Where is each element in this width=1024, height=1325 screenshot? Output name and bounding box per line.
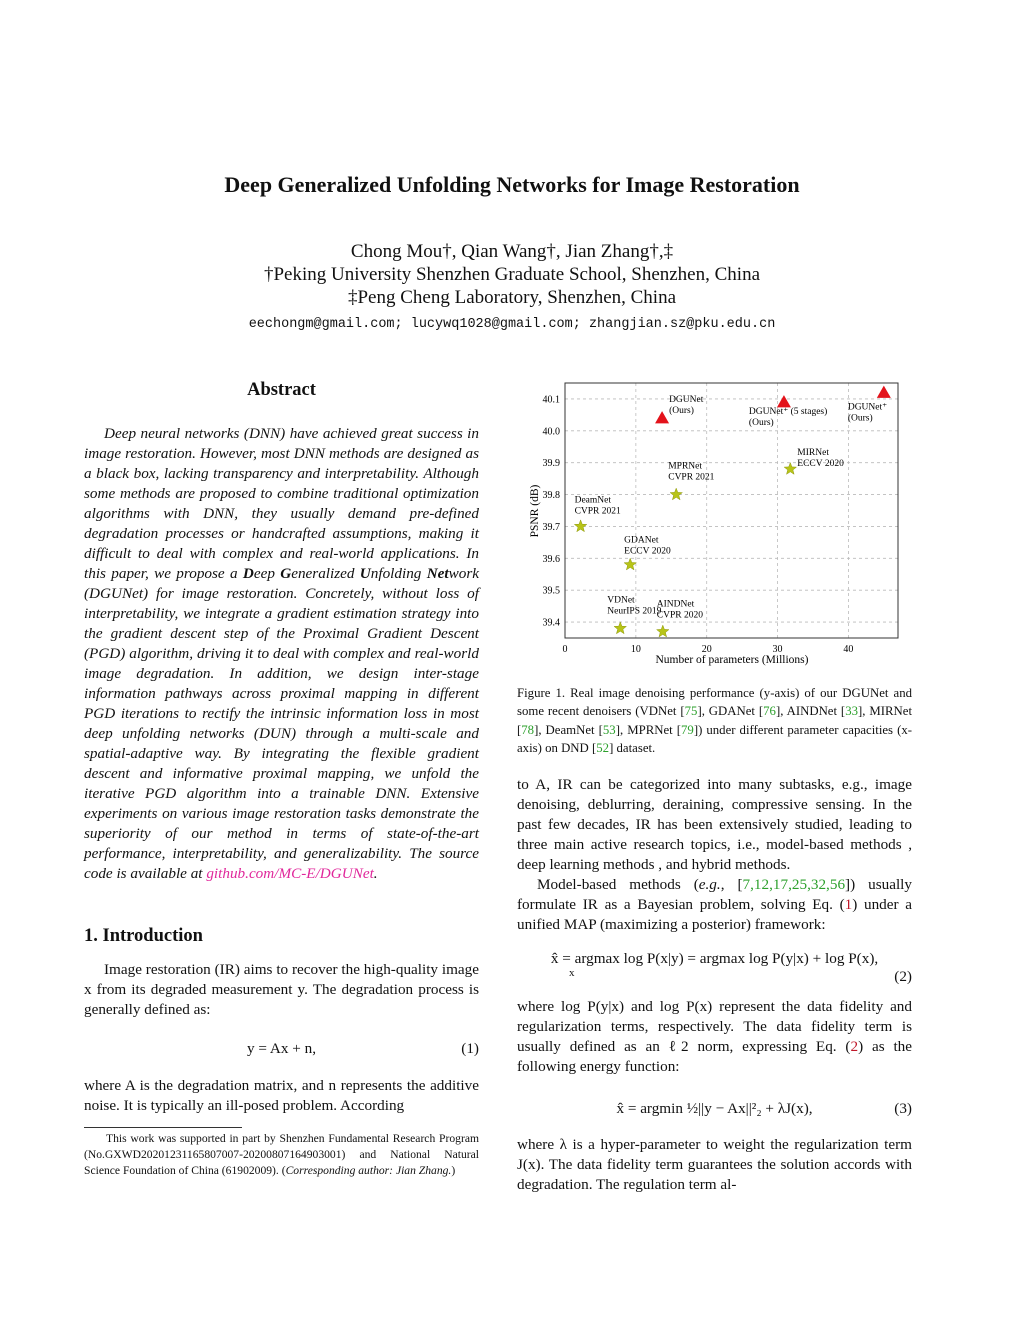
intro-paragraph-3: to A, IR can be categorized into many subtasks, e.g., image denoising, deblurring, deraining, compressive sensing. In the past few decades, IR has been extensively studied, leading to three main active research topics, i.e., model-based methods , deep learning methods , and hybrid methods.	[517, 776, 912, 873]
point-star-marker	[670, 488, 682, 500]
point-sublabel: ECCV 2020	[624, 546, 671, 557]
intro-paragraph-1: Image restoration (IR) aims to recover the high-quality image x from its degraded measurement y. The degradation process is generally defined as:	[84, 961, 479, 1018]
point-star-marker	[624, 558, 636, 570]
point-star-marker	[784, 463, 796, 475]
affiliation-1: †Peking University Shenzhen Graduate School, Shenzhen, China	[263, 264, 760, 285]
y-tick-label: 40.1	[542, 394, 560, 406]
point-sublabel: (Ours)	[748, 418, 774, 429]
introduction-heading: 1. Introduction	[84, 926, 203, 946]
point-label: DGUNet	[669, 395, 704, 406]
y-tick-label: 39.8	[542, 490, 560, 502]
point-sublabel: CVPR 2020	[656, 610, 703, 621]
point-sublabel: ECCV 2020	[797, 459, 844, 470]
paper-title: Deep Generalized Unfolding Networks for Image Restoration	[224, 172, 800, 197]
point-label: DGUNet⁺	[847, 402, 888, 413]
intro-paragraph-5: where log P(y|x) and log P(x) represent the data fidelity and regularization terms, respectively. The data fidelity term is usually defined as an ℓ2 norm, expressing Eq. (2) as the following energy function:	[517, 998, 913, 1075]
equation-1: y = Ax + n, (1)	[246, 1040, 479, 1057]
point-label: GDANet	[624, 535, 659, 546]
point-label: AINDNet	[656, 599, 695, 610]
figure-1-chart	[515, 377, 915, 667]
author-block	[0, 240, 1024, 309]
point-star-marker	[574, 520, 586, 532]
y-tick-label: 39.4	[542, 617, 560, 629]
source-code-link[interactable]: github.com/MC-E/DGUNet	[206, 865, 374, 882]
point-label: VDNet	[607, 595, 635, 606]
footnote-rule	[84, 1127, 242, 1128]
point-label: MIRNet	[797, 448, 829, 459]
point-label: MPRNet	[668, 461, 703, 472]
point-label: DeamNet	[574, 495, 611, 506]
intro-paragraph-6: where λ is a hyper-parameter to weight the regularization term J(x). The data fidelity term guarantees the solution accords with degradation. The regulation term al-	[517, 1136, 912, 1193]
author-emails: eechongm@gmail.com; lucywq1028@gmail.com; zhangjian.sz@pku.edu.cn	[248, 317, 776, 332]
figure-1-caption: Figure 1. Real image denoising performance (y-axis) of our DGUNet and some recent denoisers (VDNet [75], GDANet [76], AINDNet [33], MIRNet [78], DeamNet [53], MPRNet [79]) under different parameter capacities (x-axis) on DND [52] dataset.	[517, 686, 912, 755]
point-star-marker	[614, 622, 626, 634]
footnote: This work was supported in part by Shenzhen Fundamental Research Program (No.GXWD20201231165807007-20200807164903001) and National Natural Science Foundation of China (61902009). (Corresponding author: Jian Zhang.)	[84, 1132, 479, 1177]
point-sublabel: (Ours)	[847, 413, 873, 424]
point-sublabel: CVPR 2021	[574, 506, 621, 517]
x-tick-label: 10	[630, 644, 641, 655]
y-tick-label: 40.0	[542, 426, 560, 438]
point-triangle-marker	[777, 395, 791, 407]
point-triangle-marker	[877, 386, 891, 398]
x-tick-label: 40	[843, 644, 854, 655]
chart-points	[574, 386, 890, 637]
x-tick-label: 0	[562, 644, 568, 655]
y-tick-label: 39.9	[542, 458, 560, 470]
y-tick-label: 39.7	[542, 521, 560, 533]
affiliation-2: ‡Peng Cheng Laboratory, Shenzhen, China	[347, 287, 677, 308]
y-tick-label: 39.5	[542, 585, 560, 597]
equation-3: x̂ = argmin ½||y − Ax||²₂ + λJ(x), (3)	[616, 1100, 912, 1117]
x-tick-label: 20	[701, 644, 712, 655]
abstract-heading: Abstract	[247, 380, 316, 400]
x-axis-label: Number of parameters (Millions)	[655, 654, 809, 666]
intro-paragraph-2: where A is the degradation matrix, and n represents the additive noise. It is typically an ill-posed problem. According	[84, 1077, 479, 1114]
y-axis-label: PSNR (dB)	[529, 484, 541, 538]
point-sublabel: NeurIPS 2019	[607, 606, 662, 617]
abstract-text: Deep neural networks (DNN) have achieved great success in image restoration. However, most DNN methods are designed as a black box, lacking transparency and interpretability. Although some methods are proposed to combine traditional optimization algorithms with DNN, they usually demand pre-defined degradation processes or handcrafted assumptions, making it difficult to deal with complex and real-world applications. In this paper, we propose a Deep Generalized Unfolding Network (DGUNet) for image restoration. Concretely, without loss of interpretability, we integrate a gradient estimation strategy into the gradient descent step of the Proximal Gradient Descent (PGD) algorithm, driving it to deal with complex and real-world image degradation. In addition, we design inter-stage information pathways across proximal mapping in different PGD iterations to rectify the intrinsic information loss in most deep unfolding networks (DUN) through a multi-scale and spatial-adaptive way. By integrating the flexible gradient descent and informative proximal mapping, we unfold the iterative PGD algorithm into a trainable DNN. Extensive experiments on various image restoration tasks demonstrate the superiority of our method in terms of state-of-the-art performance, interpretability, and generalizability. The source code is available at github.com/MC-E/DGUNet.	[84, 425, 479, 882]
equation-2: x̂ = argmax log P(x|y) = argmax log P(y|x) + log P(x), x (2)	[550, 950, 912, 985]
x-tick-label: 30	[772, 644, 783, 655]
intro-paragraph-4: Model-based methods (e.g., [7,12,17,25,32,56]) usually formulate IR as a Bayesian problem, solving Eq. (1) under a unified MAP (maximizing a posterior) framework:	[517, 876, 912, 933]
point-star-marker	[657, 625, 669, 637]
point-label: DGUNet⁺ (5 stages)	[748, 407, 828, 418]
point-sublabel: CVPR 2021	[668, 472, 715, 483]
point-sublabel: (Ours)	[669, 406, 694, 417]
point-triangle-marker	[655, 411, 669, 423]
authors-line: Chong Mou†, Qian Wang†, Jian Zhang†,‡	[350, 241, 674, 262]
y-tick-label: 39.6	[542, 553, 560, 565]
